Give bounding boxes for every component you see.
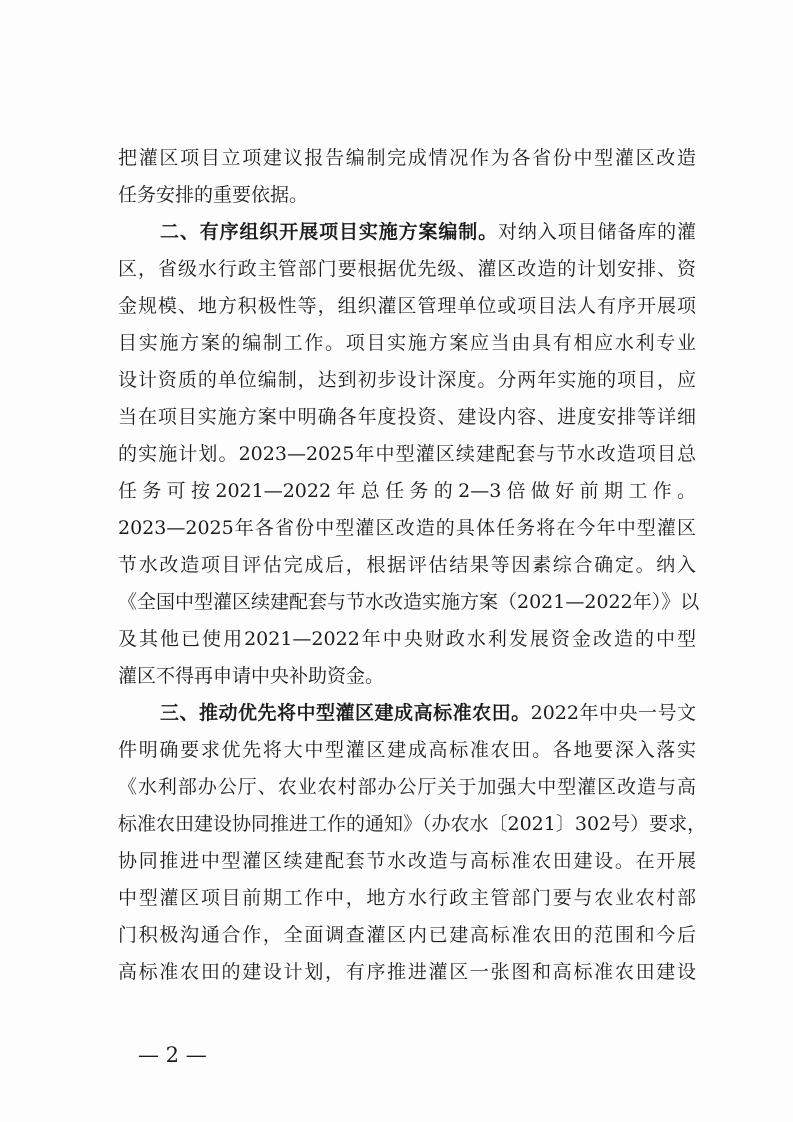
paragraph-3-line: 高标准农田的建设计划，有序推进灌区一张图和高标准农田建设 <box>118 961 696 983</box>
paragraph-2-line: 金规模、地方积极性等，组织灌区管理单位或项目法人有序开展项 <box>118 295 696 317</box>
paragraph-2-first-line-text: 对纳入项目储备库的灌 <box>498 221 696 243</box>
paragraph-3-first-line-text: 2022年中央一号文 <box>530 702 696 724</box>
paragraph-3-line: 中型灌区项目前期工作中，地方水行政主管部门要与农业农村部 <box>118 887 696 909</box>
paragraph-2-line: 2023—2025年各省份中型灌区改造的具体任务将在今年中型灌区 <box>118 517 696 539</box>
paragraph-2-line: 节水改造项目评估完成后，根据评估结果等因素综合确定。纳入 <box>118 554 696 576</box>
paragraph-2-line: 当在项目实施方案中明确各年度投资、建设内容、进度安排等详细 <box>118 406 696 428</box>
paragraph-1-line-2: 任务安排的重要依据。 <box>118 184 309 206</box>
section-heading-3: 三、推动优先将中型灌区建成高标准农田。 <box>160 702 531 724</box>
paragraph-2-line: 目实施方案的编制工作。项目实施方案应当由具有相应水利专业 <box>118 332 696 354</box>
paragraph-2-first-line <box>160 214 696 250</box>
paragraph-2-line: 《全国中型灌区续建配套与节水改造实施方案（2021—2022年）》以 <box>118 591 700 613</box>
paragraph-3-first-line <box>160 695 696 731</box>
page-number: — 2 — <box>138 1043 207 1067</box>
paragraph-3-line: 标准农田建设协同推进工作的通知》（办农水〔2021〕302号）要求， <box>118 813 707 835</box>
paragraph-2-line: 设计资质的单位编制，达到初步设计深度。分两年实施的项目，应 <box>118 369 696 391</box>
paragraph-3-line: 《水利部办公厅、农业农村部办公厅关于加强大中型灌区改造与高 <box>118 776 696 798</box>
paragraph-1-line-1: 把灌区项目立项建议报告编制完成情况作为各省份中型灌区改造 <box>118 147 696 169</box>
paragraph-2-line: 区，省级水行政主管部门要根据优先级、灌区改造的计划安排、资 <box>118 258 696 280</box>
paragraph-2-line: 及其他已使用2021—2022年中央财政水利发展资金改造的中型 <box>118 628 696 650</box>
paragraph-3-line: 协同推进中型灌区续建配套节水改造与高标准农田建设。在开展 <box>118 850 696 872</box>
paragraph-2-line: 的实施计划。2023—2025年中型灌区续建配套与节水改造项目总 <box>118 443 696 465</box>
paragraph-3-line: 门积极沟通合作，全面调查灌区内已建高标准农田的范围和今后 <box>118 924 696 946</box>
paragraph-2-line: 灌区不得再申请中央补助资金。 <box>118 665 385 687</box>
paragraph-3-line: 件明确要求优先将大中型灌区建成高标准农田。各地要深入落实 <box>118 739 696 761</box>
section-heading-2: 二、有序组织开展项目实施方案编制。 <box>160 221 499 243</box>
paragraph-2-line: 任务可按2021—2022年总任务的2—3倍做好前期工作。 <box>118 480 696 502</box>
